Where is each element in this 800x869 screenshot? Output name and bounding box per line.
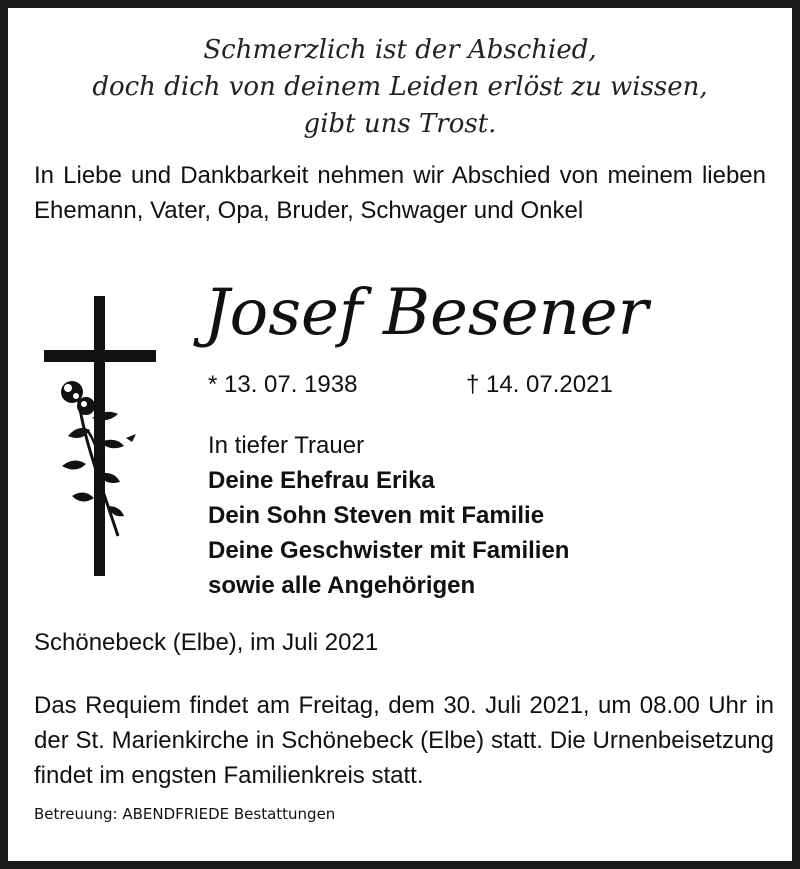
mourners-block [208,428,569,603]
mourner-line: Deine Geschwister mit Familien [208,537,570,564]
quote-line-2: doch dich von deinem Leiden erlöst zu wissen, [92,72,708,102]
quote-line-1: Schmerzlich ist der Abschied, [203,35,597,65]
service-details: Das Requiem findet am Freitag, dem 30. Juli 2021, um 08.00 Uhr in der St. Marienkirche in Schönebeck (Elbe) statt. Die Urnenbeisetzung findet im engsten Familienkreis statt. [34,692,774,789]
death-date: † 14. 07.2021 [466,371,613,398]
rose-icon [48,376,148,546]
obituary-notice [8,8,792,861]
mourner-line: sowie alle Angehörigen [208,572,476,599]
funeral-home-credit: Betreuung: ABENDFRIEDE Bestattungen [34,805,336,823]
quote-line-3: gibt uns Trost. [303,109,497,139]
memorial-quote [8,32,792,143]
intro-text: In Liebe und Dankbarkeit nehmen wir Abschied von meinem lieben Ehemann, Vater, Opa, Bruder, Schwager und Onkel [34,162,766,224]
place-and-date: Schönebeck (Elbe), im Juli 2021 [34,629,379,656]
mourner-line: Deine Ehefrau Erika [208,467,435,494]
birth-date: * 13. 07. 1938 [208,371,358,398]
mourner-line: Dein Sohn Steven mit Familie [208,502,545,529]
deceased-name: Josef Besener [204,276,649,350]
mourners-heading: In tiefer Trauer [208,432,365,459]
